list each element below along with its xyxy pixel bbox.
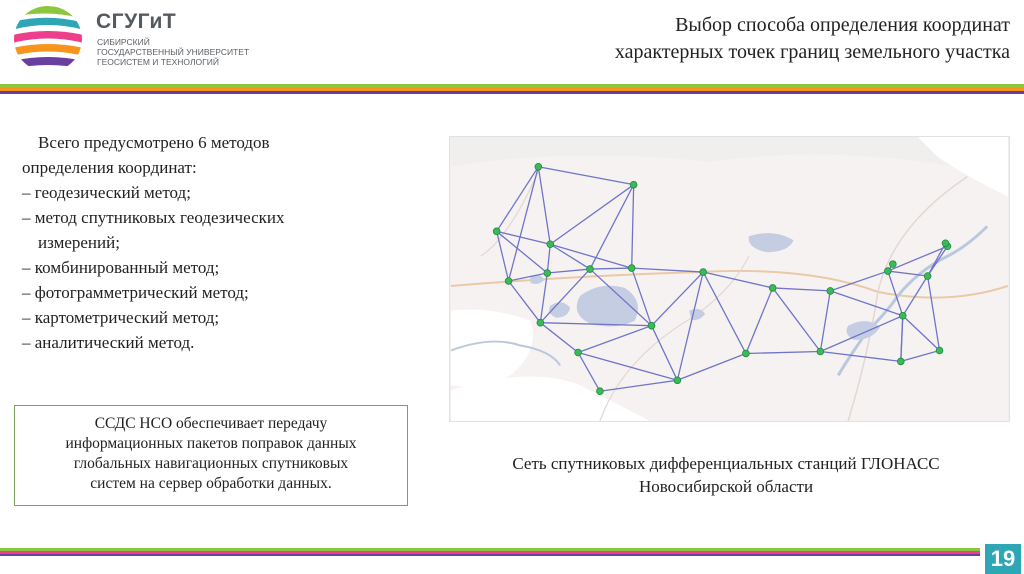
station-marker <box>547 241 554 248</box>
info-box <box>14 405 408 506</box>
station-marker <box>885 268 892 275</box>
method-item: – аналитический метод. <box>22 333 195 352</box>
station-marker <box>505 278 512 285</box>
methods-list <box>22 130 412 355</box>
station-marker <box>897 358 904 365</box>
station-marker <box>537 319 544 326</box>
map-caption-line: Сеть спутниковых дифференциальных станций ГЛОНАСС <box>512 454 940 473</box>
method-item: – комбинированный метод; <box>22 258 220 277</box>
station-marker <box>544 270 551 277</box>
map-caption <box>452 452 1000 498</box>
method-item: измерений; <box>38 233 120 252</box>
station-marker <box>936 347 943 354</box>
university-logo <box>8 4 278 74</box>
station-marker <box>597 388 604 395</box>
method-item: – метод спутниковых геодезических <box>22 208 285 227</box>
station-marker <box>587 266 594 273</box>
info-line: систем на сервер обработки данных. <box>90 475 332 492</box>
info-line: ССДС НСО обеспечивает передачу <box>94 415 328 432</box>
station-marker <box>493 228 500 235</box>
method-item: – геодезический метод; <box>22 183 191 202</box>
station-marker <box>743 350 750 357</box>
slide-title <box>370 12 1010 66</box>
top-color-band <box>0 84 1024 94</box>
station-marker <box>817 348 824 355</box>
page-number: 19 <box>985 544 1021 574</box>
station-marker <box>674 377 681 384</box>
method-item: – фотограмметрический метод; <box>22 283 249 302</box>
info-line: глобальных навигационных спутниковых <box>73 455 349 472</box>
logo-name: СГУГиТ <box>96 10 177 33</box>
station-marker <box>769 285 776 292</box>
bottom-color-band <box>0 548 980 556</box>
station-network-map <box>449 136 1010 422</box>
station-marker <box>575 349 582 356</box>
station-marker <box>827 288 834 295</box>
station-marker <box>942 240 949 247</box>
university-logo-icon <box>8 4 88 74</box>
station-marker <box>700 269 707 276</box>
methods-intro: Всего предусмотрено 6 методов <box>38 133 270 152</box>
logo-subtitle-line: ГОСУДАРСТВЕННЫЙ УНИВЕРСИТЕТ <box>97 47 250 57</box>
logo-subtitle <box>97 37 287 67</box>
station-marker <box>889 261 896 268</box>
method-item: – картометрический метод; <box>22 308 220 327</box>
logo-subtitle-line: ГЕОСИСТЕМ И ТЕХНОЛОГИЙ <box>97 57 219 67</box>
logo-subtitle-line: СИБИРСКИЙ <box>97 37 150 47</box>
station-marker <box>630 181 637 188</box>
station-marker <box>924 273 931 280</box>
slide-title-line: Выбор способа определения координат <box>675 14 1010 36</box>
slide-title-line: характерных точек границ земельного участка <box>614 41 1010 63</box>
station-marker <box>535 163 542 170</box>
info-line: информационных пакетов поправок данных <box>65 435 357 452</box>
station-marker <box>648 322 655 329</box>
methods-intro: определения координат: <box>22 158 197 177</box>
map-caption-line: Новосибирской области <box>638 477 814 496</box>
station-marker <box>628 265 635 272</box>
station-marker <box>899 312 906 319</box>
